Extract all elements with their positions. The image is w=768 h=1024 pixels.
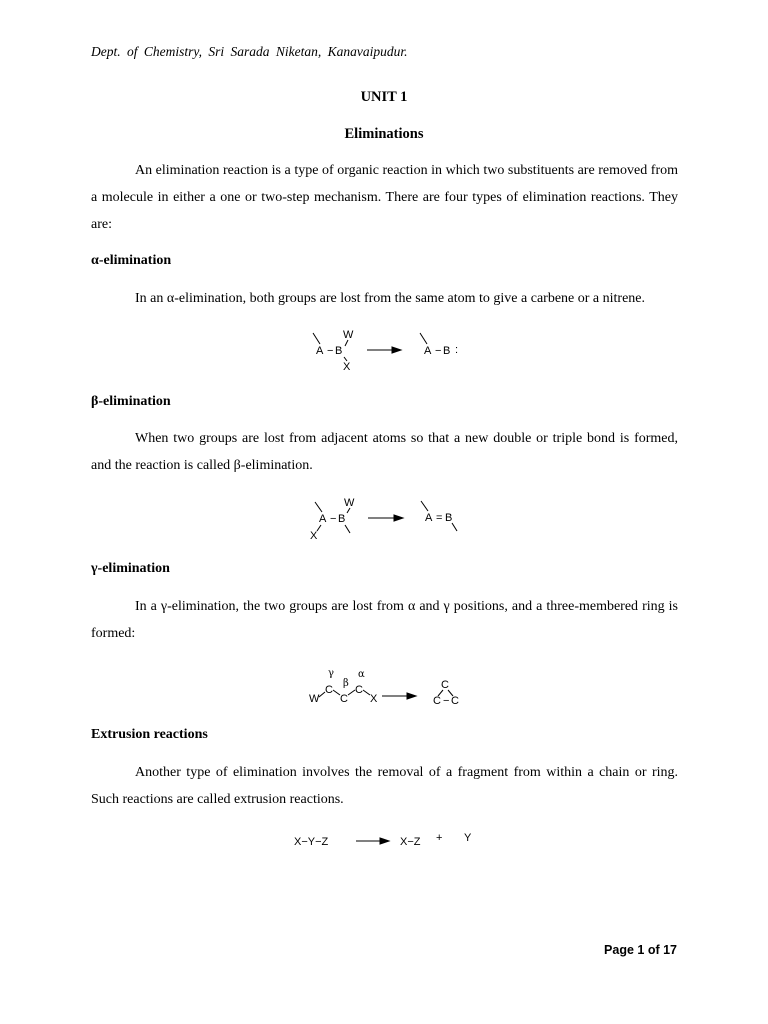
atom-a: A <box>424 345 432 357</box>
group-w: W <box>343 329 354 341</box>
beta-elimination-heading: β-elimination <box>91 394 171 409</box>
bond-dash: − <box>435 345 442 357</box>
plus-sign: + <box>436 832 443 844</box>
alpha-label: α <box>358 669 365 680</box>
carbon-alpha: C <box>355 684 363 696</box>
arrowhead <box>407 693 416 699</box>
arrowhead <box>392 347 401 353</box>
atom-b: B <box>445 512 453 524</box>
intro-paragraph: An elimination reaction is a type of organic reaction in which two substituents are removed from a molecule in either a one or two-step mechanism. There are four types of elimination reactions. They are: <box>91 163 678 232</box>
product-chain: X−Z <box>400 836 421 848</box>
extruded-fragment: Y <box>464 832 472 844</box>
gamma-elimination-text: In a γ-elimination, the two groups are lost from α and γ positions, and a three-membered ring is formed: <box>91 599 678 641</box>
carbon-beta: C <box>340 693 348 705</box>
atom-b: B <box>335 345 343 357</box>
group-w: W <box>309 693 320 705</box>
alpha-elimination-heading: α-elimination <box>91 253 172 268</box>
atom-b: B <box>443 345 451 357</box>
bond-line <box>315 502 322 512</box>
ring-bond: − <box>443 695 450 707</box>
bond-dash: − <box>327 345 334 357</box>
alpha-elimination-text: In an α-elimination, both groups are lost from the same atom to give a carbene or a nitrene. <box>135 291 646 306</box>
unit-title: UNIT 1 <box>360 89 408 105</box>
gamma-elimination-scheme <box>300 664 470 710</box>
group-x: X <box>370 693 378 705</box>
reactant-chain: X−Y−Z <box>294 836 329 848</box>
bond-line <box>363 690 370 695</box>
lone-pair: : <box>455 344 459 356</box>
atom-a: A <box>319 513 327 525</box>
page-header: Dept. of Chemistry, Sri Sarada Niketan, Kanavaipudur. <box>91 44 408 59</box>
extrusion-reactions-text: Another type of elimination involves the removal of a fragment from within a chain or ring. Such reactions are called extrusion reactions. <box>91 765 678 807</box>
alpha-elimination-scheme <box>300 322 470 374</box>
bond-line <box>420 333 427 344</box>
beta-label: β <box>343 678 349 689</box>
gamma-elimination-heading: γ-elimination <box>91 561 170 576</box>
page-number: Page 1 of 17 <box>604 943 677 957</box>
bond-line <box>313 333 320 344</box>
bond-line <box>421 501 428 511</box>
bond-line <box>348 690 355 695</box>
group-x: X <box>343 361 351 373</box>
carbon-gamma: C <box>325 684 333 696</box>
bond-line <box>333 690 340 695</box>
group-w: W <box>344 497 355 509</box>
double-bond: = <box>436 512 443 524</box>
chapter-title: Eliminations <box>344 126 424 142</box>
ring-carbon-left: C <box>433 695 441 707</box>
bond-line <box>317 525 321 531</box>
beta-elimination-scheme <box>300 492 470 544</box>
bond-line <box>452 523 457 531</box>
bond-line <box>345 525 350 533</box>
beta-elimination-text: When two groups are lost from adjacent atoms so that a new double or triple bond is formed, and the reaction is called β-elimination. <box>91 431 678 473</box>
ring-carbon-right: C <box>451 695 459 707</box>
extrusion-reactions-heading: Extrusion reactions <box>91 727 208 742</box>
atom-a: A <box>316 345 324 357</box>
gamma-label: γ <box>328 668 334 679</box>
extrusion-scheme <box>290 826 490 852</box>
group-x: X <box>310 530 318 542</box>
atom-b: B <box>338 513 346 525</box>
bond-dash: − <box>330 513 337 525</box>
ring-carbon-top: C <box>441 679 449 691</box>
arrowhead <box>380 838 389 844</box>
atom-a: A <box>425 512 433 524</box>
arrowhead <box>394 515 403 521</box>
